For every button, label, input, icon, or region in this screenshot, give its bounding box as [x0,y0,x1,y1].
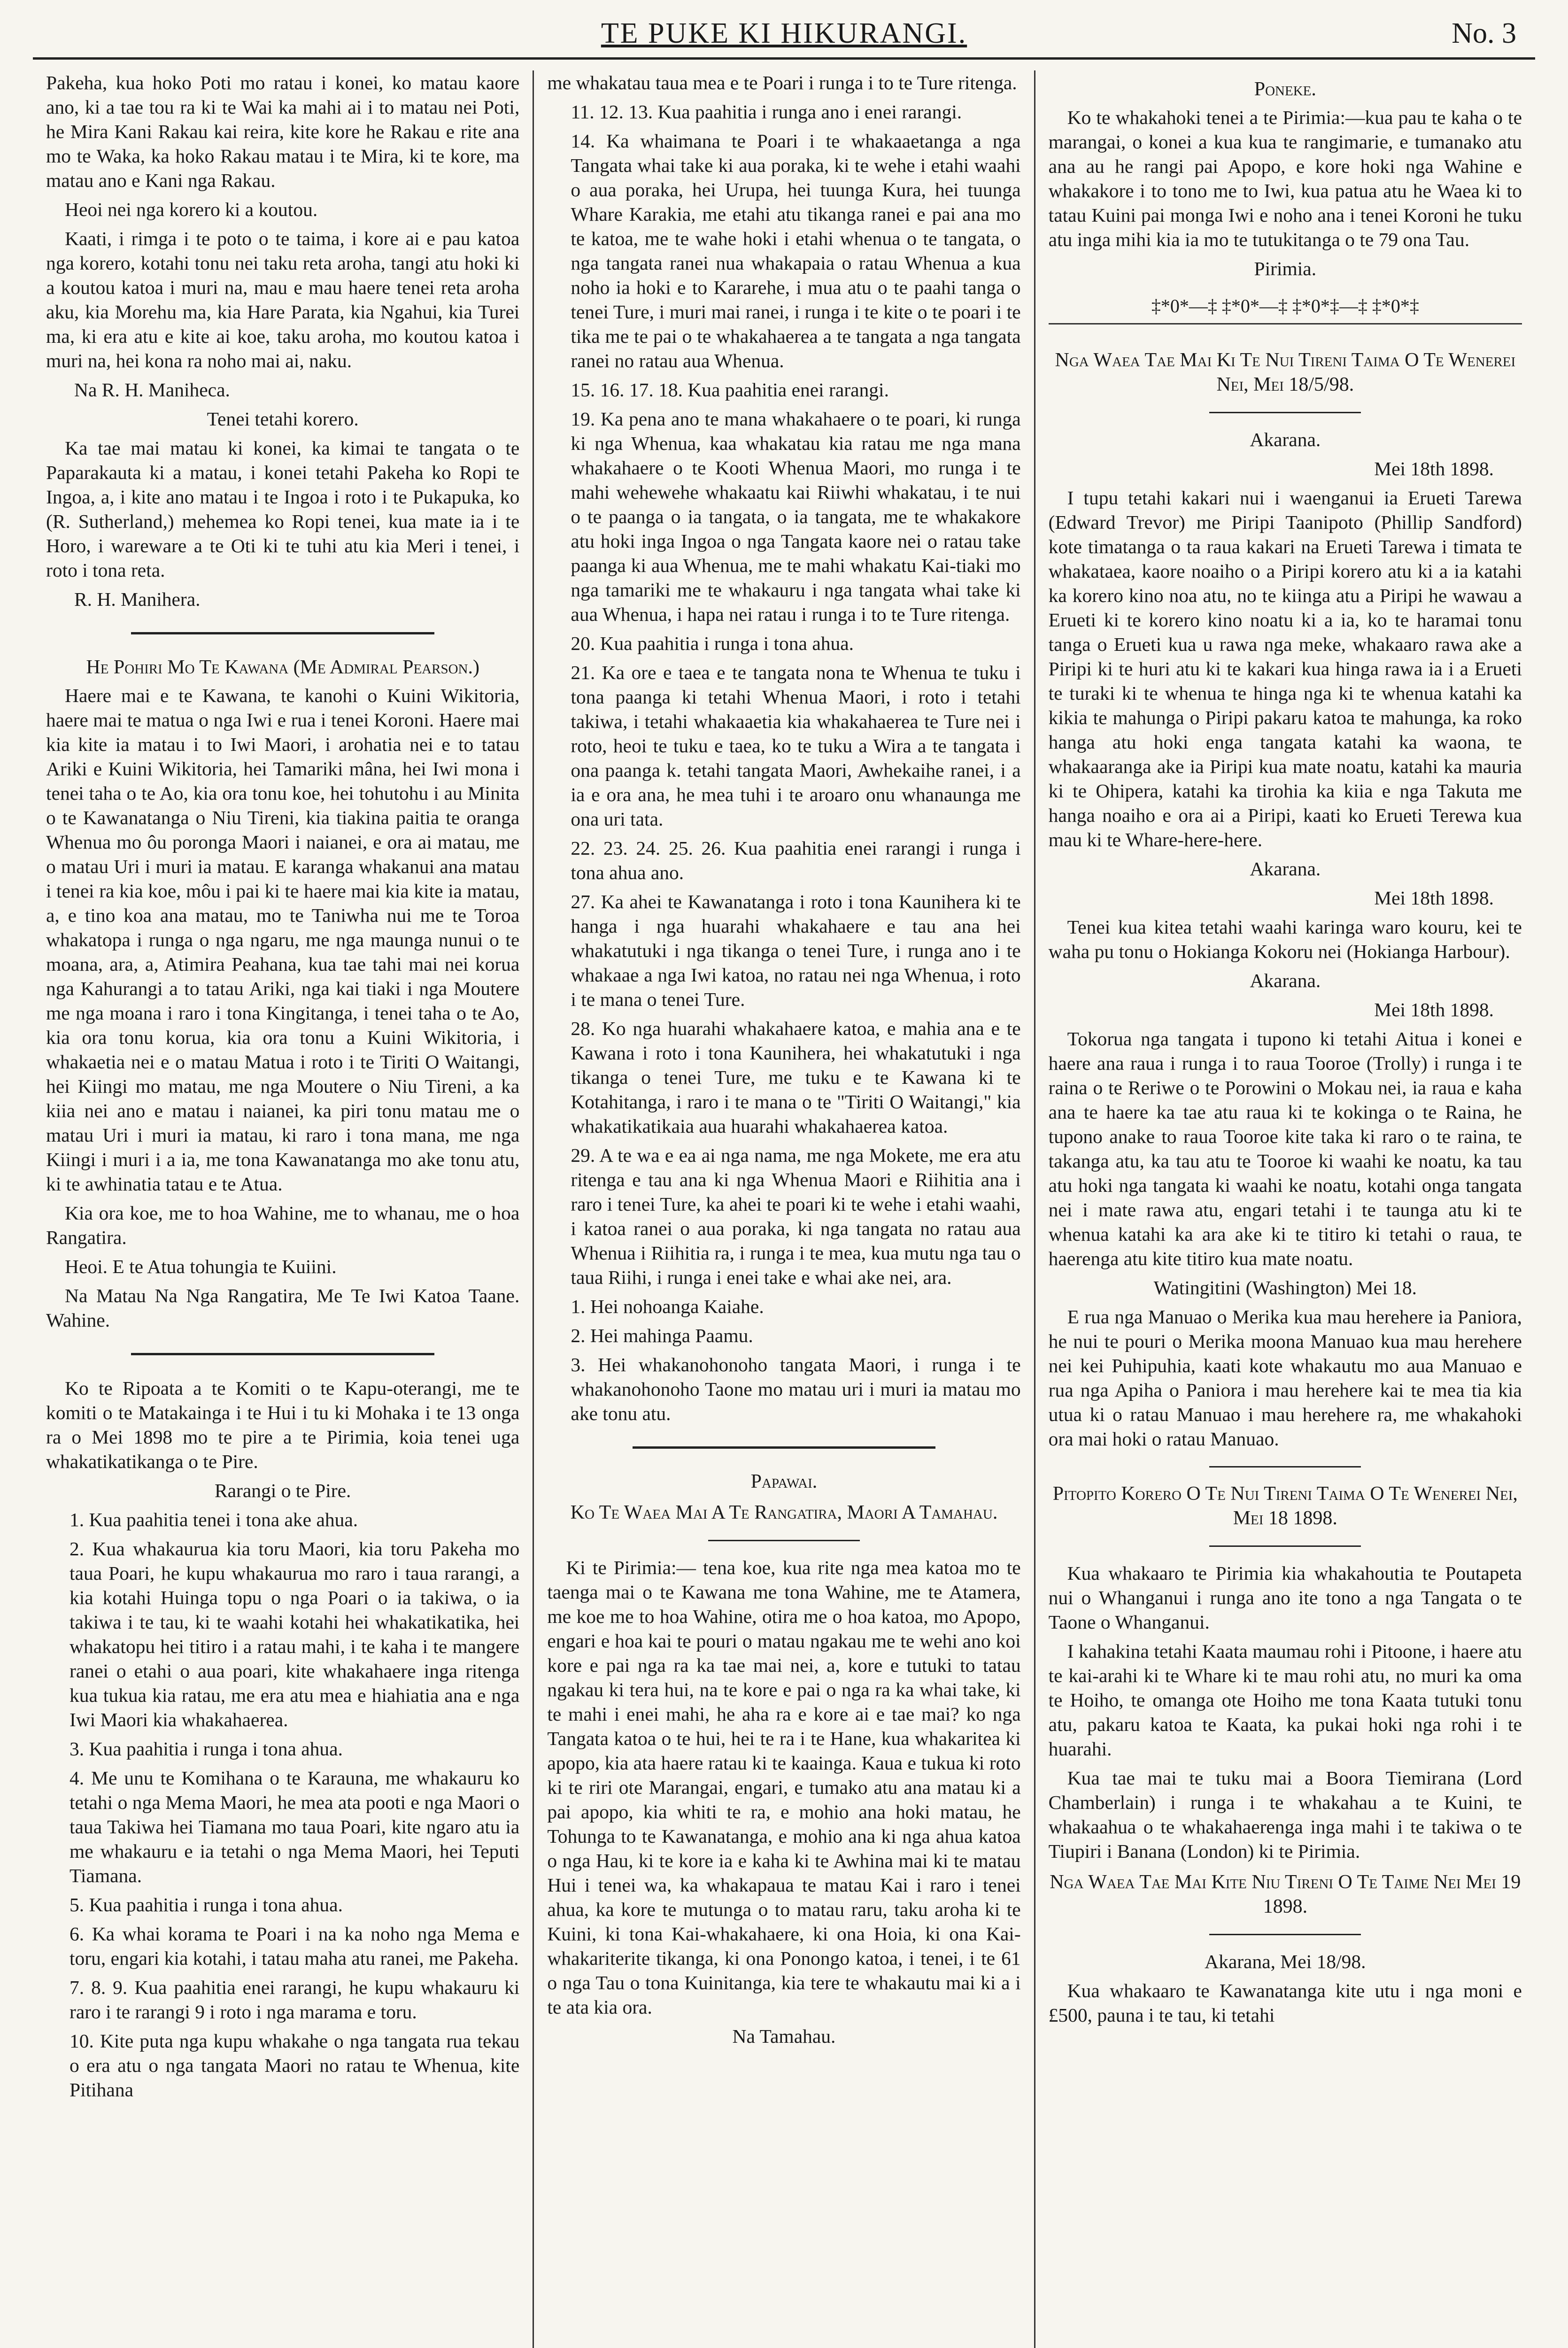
list-item: 2. Hei mahinga Paamu. [571,1325,753,1346]
paragraph: Haere mai e te Kawana, te kanohi o Kuini Wikitoria, haere mai te matua o nga Iwi e rua i tenei Koroni. Haere mai kia kite ia matau i to Iwi Maori, i arohatia nei e to tatau Ariki e Kuini Wikitoria, hei Tamariki mâna, hei Iwi mona i tenei taha o te Ao, kia ora tonu koe, hei tohutohu i au Minita o te Kawanatanga o Niu Tireni, kia tiakina paitia te oranga Whenua mo ôu poronga Maori i naianei, e ora ai matau, me o matau Uri i muri ia matau. E karanga whakanui ana matau i tenei ra kia koe, môu i pai ki te haere mai kia kite ia matau, a, e tino koa ana matau, mo te Taniwha nui me te Toroa whakatopa i runga o nga ngaru, me nga maunga nunui o te moana, ara, a, Atimira Peahana, kua tae tahi mai nei korua nga Kahurangi a to tatau Ariki, nga kai tiaki i nga Moutere me nga moana i raro i tona Kingitanga, i tenei taha o te Ao, kia ora tonu korua, kia ora tonu a Kuini Wikitoria, i whakaetia nei e o matau Matua i roto i te Tiriti O Waitangi, hei Kiingi mo matau, me nga Moutere o Niu Tireni, a ka kiia nei ano e matau i naianei, ka piri tonu matau me o matau Uri i muri ia matau, ki raro i tona mana, me nga Kiingi i muri i a ia, me tona Kawanatanga mo ake tonu atu, ki te awhinatia tatau e te Atua. [46,685,520,1195]
ornament-glyph: ‡*0*‡—‡ [1292,295,1367,317]
article-subheading: Ko Te Waea Mai A Te Rangatira, Maori A Tamahau. [570,1502,998,1523]
paragraph: Tokorua nga tangata i tupono ki tetahi Aitua i konei e haere ana raua i runga i to raua Tooroe (Trolly) i runga i te raina o te Reriwe o te Porowini o Mokau nei, ia raua e kaha ana te haere ka tae atu raua ki te kokinga o te Raina, he tupono anake to raua Tooroe kite taka ki raro o te raina, te takanga atu, ka tau atu te Tooroe ki waahi ke noatu, ka tau atu hoki nga tangata ki waahi ke noatu, kotahi onga tangata nei i mate rawa atu, engari tetahi i te taunga atu ki te whenua katahi ka ara ake ki te titiro ki tetahi o raua, te haerenga atu kite titiro kua mate noatu. [1048,1028,1522,1269]
list-item: 1. Hei nohoanga Kaiahe. [571,1296,764,1317]
paragraph: me whakatau taua mea e te Poari i runga i to te Ture ritenga. [547,72,1017,93]
ornament-glyph: ‡*0*—‡ [1151,295,1217,317]
article-heading: Pitopito Korero O Te Nui Tireni Taima O Te Wenerei Nei, Mei 18 1898. [1052,1483,1518,1529]
paragraph: Kua whakaaro te Kawanatanga kite utu i nga moni e £500, pauna i te tau, ki tetahi [1048,1980,1522,2026]
paragraph: Ko te whakahoki tenei a te Pirimia:—kua pau te kaha o te marangai, o konei a kua kua te rangimarie, e tumanako atu ana au he rangi pai Apopo, e kore hoki nga Wahine e whakakore i to tono me to Iwi, kua patua atu he Waea ki to tatau Kuini pai monga Iwi e noho ana i tenei Koroni he tuku atu inga mihi kia ia mo te tutukitanga o te 79 ona Tau. [1048,107,1522,250]
article-heading: Nga Waea Tae Mai Ki Te Nui Tireni Taima O Te Wenerei Nei, Mei 18/5/98. [1055,349,1516,395]
list-item: 3. Kua paahitia i runga i tona ahua. [70,1738,343,1760]
article-heading: Nga Waea Tae Mai Kite Niu Tireni O Te Taime Nei Mei 19 1898. [1050,1871,1521,1917]
paragraph: Kua whakaaro te Pirimia kia whakahoutia te Poutapeta nui o Whanganui i runga ano ite tono a nga Tangata o te Taone o Whanganui. [1048,1562,1522,1633]
dateline-date: Mei 18th 1898. [1374,458,1494,479]
article-heading: Papawai. [750,1471,818,1492]
paragraph: Kua tae mai te tuku mai a Boora Tiemirana (Lord Chamberlain) i runga i te whakahau a te Kuini, te whakaahua o te whakahaerenga inga mahi i te takiwa o te Tiupiri i Banana (London) ki te Pirimia. [1048,1767,1522,1862]
list-item: 3. Hei whakanohonoho tangata Maori, i runga i te whakanohonoho Taone mo matau uri i muri ia matau mo ake tonu atu. [571,1354,1021,1424]
list-item: 6. Ka whai korama te Poari i na ka noho nga Mema e toru, engari kia kotahi, i tatau maha atu ranei, me Pakeha. [70,1923,520,1969]
dateline-place: Akarana. [1250,858,1321,880]
signature: R. H. Manihera. [74,588,201,610]
issue-number: No. 3 [1452,17,1516,49]
list-item: 11. 12. 13. Kua paahitia i runga ano i enei rarangi. [571,101,962,123]
dateline-date: Mei 18th 1898. [1374,999,1494,1020]
section-divider [131,1353,434,1355]
list-item: 19. Ka pena ano te mana whakahaere o te poari, ki runga ki nga Whenua, kaa whakatau kia ratau me nga mana whakahaere o te Kooti Whenua Maori, mo runga i te mahi wehewehe whakaatu kai Riiwhi whakatau, i te nui o te paanga o ia tangata, o ia tangata, me te whakakore atu hoki inga Ingoa o nga Tangata kaore nei o ratau take paanga ki aua Whenua, me te mahi whakatu Kai-tiaki mo nga tamariki me te whakauru i nga tangata whai take ki aua Whenua, i hapa nei ratau i runga i to te Ture ritenga. [571,408,1021,625]
short-divider [1209,1934,1361,1935]
section-divider [131,632,434,634]
paragraph: Ki te Pirimia:— tena koe, kua rite nga mea katoa mo te taenga mai o te Kawana me tona Wahine, me te Atamera, me koe me to hoa Wahine, otira me o hoa katoa, mo Apopo, engari e hoa kai te pouri o matau ngakau me te wehi ano koi kore e pai nga ra ka tae mai nei, a, kore e tutuki to tatau ngakau ki tera hui, na te kore e pai o nga ra ka whai take, ki te mahi i enei mahi, he aha ra e kore ai e tae mai? ko nga Tangata katoa o te hui, hei te ra i te Hane, kua whakaritea ki apopo, kia ata haere ratau ki te kaainga. Kaua e tukua ki roto ki te riri ote Marangai, engari, e tumako atu ana matau ki a pai apopo, kia whiti te ra, e mohio ana hoki matau, he Tohunga to te Kawanatanga, e mohio ana ki nga ahua katoa o nga Hau, ki te kore ia e kaha ki te Awhina mai ki te matau Hui i tenei wa, ka whakapaua te matau Kai i raro i tenei ahua, ka kore te mutunga o to matau raru, taku aroha ki te Kuini, ki tona Kai-whakahaere, ki ona Hoia, ki ona Kai-whakariterite tikanga, ki ona Ponongo katoa, i tenei, i te 61 o nga Tau o tona Kuinitanga, kia tere te whakautu mai ki a i te ata kia ora. [547,1557,1021,2018]
paragraph: Ko te Ripoata a te Komiti o te Kapu-oterangi, me te komiti o te Matakainga i te Hui i tu ki Mohaka i te 13 onga ra o Mei 1898 mo te pire a te Pirimia, koia tenei uga whakatikatikanga o te Pire. [46,1377,520,1472]
paragraph: Heoi. E te Atua tohungia te Kuiini. [65,1256,337,1277]
list-item: 7. 8. 9. Kua paahitia enei rarangi, he kupu whakauru ki raro i te rarangi 9 i roto i nga marama e toru. [70,1977,520,2023]
dateline-place: Akarana. [1250,970,1321,991]
list-item: 15. 16. 17. 18. Kua paahitia enei rarangi. [571,379,889,401]
signature: Na Tamahau. [732,2025,836,2047]
paragraph: Ka tae mai matau ki konei, ka kimai te tangata o te Paparakauta ki a matau, i konei tetahi Pakeha ko Ropi te Ingoa, a, i kite ano matau i te Ingoa i roto i te Pukapuka, ko (R. Sutherland,) mehemea ko Ropi tenei, kua mate ia i te Horo, i wareware a te Oti ki te tuhi atu kia Meri i tenei, i roto i tona reta. [46,437,520,581]
running-head [33,10,1535,60]
ornament-divider [1049,293,1522,324]
list-item: 14. Ka whaimana te Poari i te whakaaetanga a nga Tangata whai take ki aua poraka, ki te wehe i etahi waahi o aua poraka, hei Urupa, hei tuunga Kura, hei tuunga Whare Karakia, me etahi atu tikanga ranei e pai ana mo te katoa, me te wahe hoki i etahi whenua o te tangata, o nga tangata ranei nua whakapaia o ratau Whenua a kua noho ia hoki e to Kararehe, i mua atu o te paahi tanga o tenei Ture, i muri mai ranei, i runga i te kite o te poari i te tika me te pai o te whakahaerea a te tangata a nga tangata ranei no ratau aua Whenua. [571,130,1021,371]
signature: Na R. H. Maniheca. [74,379,230,401]
signature: Pirimia. [1254,258,1317,279]
list-item: 21. Ka ore e taea e te tangata nona te Whenua te tuku i tona paanga ki tetahi Whenua Maori, i roto i tetahi takiwa, i tetahi whakaaetia kia whakahaerea te Ture nei i roto, heoi te tuku e taea, ko te tuku a Wira a te tangata i ona paanga k. tetahi tangata Maori, Awhekaihe ranei, i a ia e ora ana, he mea tuhi i te aroaro onu whanaunga me ona uri tata. [571,662,1021,830]
list-item: 20. Kua paahitia i runga i tona ahua. [571,633,854,654]
short-divider [708,1540,860,1541]
short-divider [1209,1545,1361,1547]
short-divider [1209,1466,1361,1468]
paragraph: I kahakina tetahi Kaata maumau rohi i Pitoone, i haere atu te kai-arahi ki te Whare ki te mau rohi atu, no muri ka oma te Hoiho, te omanga ote Hoiho me tona Kaata tutuki tonu atu, pakaru katoa te Kaata, ka pukai hoki nga rohi i te huarahi. [1048,1640,1522,1760]
section-divider [633,1446,935,1449]
paragraph: E rua nga Manuao o Merika kua mau herehere ia Paniora, he nui te pouri o Merika moona Manuao kua mau herehere nei kei Puhipuhia, kaati kote whakautu mo aua Manuao e rua nga Apiha o Paniora i mau herehere kai te mea tia kia utua ki o ratau Manuao i mau herehere ra, me whakahoki ora mai hoki o ratau Manuao. [1048,1306,1522,1450]
column-1 [33,70,533,2348]
paragraph: Na Matau Na Nga Rangatira, Me Te Iwi Katoa Taane. Wahine. [46,1285,520,1331]
dateline-place: Akarana, Mei 18/98. [1205,1951,1366,1972]
newspaper-title: TE PUKE KI HIKURANGI. [601,17,967,49]
ornament-glyph: ‡*0*—‡ [1221,295,1288,317]
short-divider [1209,412,1361,413]
article-heading: Poneke. [1254,78,1316,100]
paragraph: Kia ora koe, me to hoa Wahine, me to whanau, me o hoa Rangatira. [46,1202,520,1248]
list-item: 29. A te wa e ea ai nga nama, me nga Mokete, me era atu ritenga e tau ana ki nga Whenua Maori e Riihitia ana i raro i tenei Ture, ka ahei te poari ki te wehe i etahi waahi, i katoa ranei o aua poraka, ki nga tangata no ratau aua Whenua i Riihitia ra, i runga i te mea, kua mutu nga tau o taua Riihi, i runga i enei take e whai ake nei, ara. [571,1144,1021,1288]
list-item: 28. Ko nga huarahi whakahaere katoa, e mahia ana e te Kawana i roto i tona Kaunihera, hei whakatutuki i nga tikanga o tenei Ture, me tuku e te Kawana ki te Kotahitanga, i raro i te mana o te "Tiriti O Waitangi," kia whakatikatikaia aua huarahi whakahaerea katoa. [571,1018,1021,1137]
paragraph: I tupu tetahi kakari nui i waenganui ia Erueti Tarewa (Edward Trevor) me Piripi Taanipoto (Phillip Sandford) kote timatanga o ta raua kakari na Erueti Tarewa i timata te whakataea, kaore noaiho o a Piripi korero atu ki a ia katahi ka korero kino noa atu, no te kiinga atu a Piripi he wawau a Erueti ki te korero kino noatu ki a ia, ko te haramai tonu tanga o Erueti kua u rawa nga meke, whakaaro rawa ake a Piripi ki te huri atu ki te kakari kua hinga rawa ia i a Erueti te turaki ki te whenua te hinga nga ki te whenua katahi ka kikia te mahunga o Piripi pakaru katoa te mahunga, ka roko hanga atu hoki enga tangata katahi ka waona, te whakaaranga ake ia Piripi kua mate noatu, katahi ka mauria ki te Ohipera, katahi ka tirohia ka kiia e nga Takuta me hanga noaiho e ora ai a Piripi, kaati ko Erueti Terewa kua mau ki te Whare-here-here. [1048,487,1522,850]
list-item: 22. 23. 24. 25. 26. Kua paahitia enei rarangi i runga i tona ahua ano. [571,837,1021,883]
list-item: 5. Kua paahitia i runga i tona ahua. [70,1894,343,1915]
ornament-glyph: ‡*0*‡ [1372,295,1419,317]
list-item: 10. Kite puta nga kupu whakahe o nga tangata rua tekau o era atu o nga tangata Maori no ratau te Whenua, kite Pitihana [70,2030,520,2101]
paragraph: Pakeha, kua hoko Poti mo ratau i konei, ko matau kaore ano, ki a tae tou ra ki te Wai ka mahi ai i to matau nei Poti, he Mira Kani Rakau kai reira, kite kore he Rakau e rite ana mo te Waka, ka hoko Rakau matau i te Mira, ki te kore, ma matau ano e Kani nga Rakau. [46,72,520,191]
section-intro: Tenei tetahi korero. [207,408,359,430]
list-item: 4. Me unu te Komihana o te Karauna, me whakauru ko tetahi o nga Mema Maori, he mea ata pooti e nga Maori o taua Takiwa hei Tiamana mo taua Poari, kite ngaro atu ia me whakauru e ia tetahi o nga Mema Maori, hei Teputi Tiamana. [70,1767,520,1886]
dateline-date: Mei 18th 1898. [1374,887,1494,909]
list-item: 2. Kua whakaurua kia toru Maori, kia toru Pakeha mo taua Poari, he kupu whakaurua mo raro i taua rarangi, a kia kotahi Huinga topu o nga Poari o ia takiwa, o ia takiwa i te tau, ki te waahi kotahi hei whakatikatika, hei whakatopu hei titiro i a ratau mahi, i te kaha i te mangere ranei o etahi o aua poari, kite whakahaere inga ritenga kua tukua kia ratau, me era atu mea e hiahiatia ana e nga Iwi Maori kia whakahaerea. [70,1538,520,1730]
paragraph: Kaati, i rimga i te poto o te taima, i kore ai e pau katoa nga korero, kotahi tonu nei taku reta aroha, tangi atu hoki ki a koutou katoa i muri na, mau e mau haere tenei reta aroha aku, kia Morehu ma, kia Hare Parata, kia Ngahui, kia Turei ma, ki era atu e kite ai koe, taku aroha, mo koutou katoa i muri na, hei kona ra noho mai ai, naku. [46,228,520,371]
subheading: Rarangi o te Pire. [214,1480,351,1501]
list-item: 27. Ka ahei te Kawanatanga i roto i tona Kaunihera ki te hanga i nga huarahi whakahaere e tau ana hei whakatutuki i nga tikanga o tenei Ture, i runga ano i te whakaae a nga Iwi katoa, no ratau nei nga Whenua, i roto i te mana o tenei Ture. [571,891,1021,1010]
column-3 [1034,70,1535,2348]
column-2 [533,70,1034,2348]
paragraph: Heoi nei nga korero ki a koutou. [65,199,318,220]
columns [33,70,1535,2348]
paragraph: Tenei kua kitea tetahi waahi karinga waro kouru, kei te waha pu tonu o Hokianga Kokoru nei (Hokianga Harbour). [1048,916,1522,962]
dateline-place: Akarana. [1250,429,1321,450]
list-item: 1. Kua paahitia tenei i tona ake ahua. [70,1509,358,1530]
article-heading: He Pohiri Mo Te Kawana (Me Admiral Pearson.) [86,657,479,678]
dateline-place: Watingitini (Washington) Mei 18. [1153,1277,1417,1298]
